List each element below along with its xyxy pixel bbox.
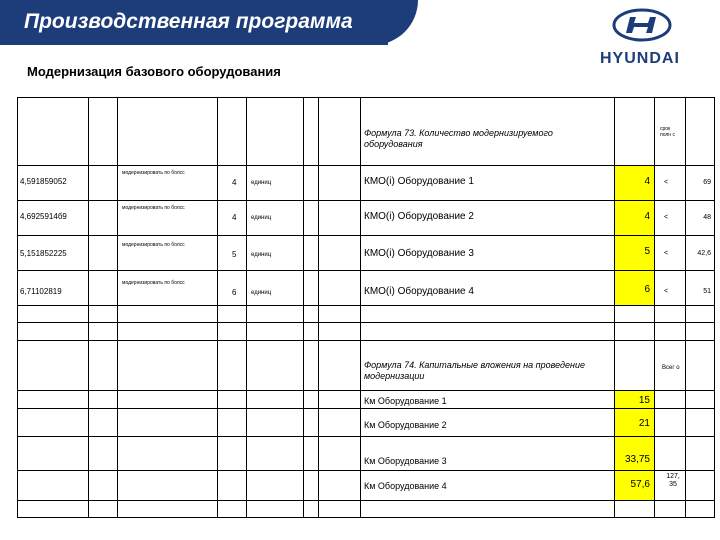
row-2-qty: 4 bbox=[644, 211, 650, 222]
v-line bbox=[303, 97, 304, 517]
row-1-count: 4 bbox=[232, 178, 237, 187]
row-1-label: КМО(i) Оборудование 1 bbox=[364, 176, 474, 187]
capital-4-label: Км Оборудование 4 bbox=[364, 481, 447, 491]
v-line bbox=[217, 97, 218, 517]
h-line bbox=[17, 322, 715, 323]
h-line bbox=[17, 165, 715, 166]
h-line bbox=[17, 500, 715, 501]
page-subtitle: Модернизация базового оборудования bbox=[27, 64, 281, 79]
h-line bbox=[17, 305, 715, 306]
h-line bbox=[17, 270, 715, 271]
capital-1-label: Км Оборудование 1 bbox=[364, 396, 447, 406]
capital-4-value: 57,6 bbox=[630, 479, 650, 490]
h-line bbox=[17, 517, 715, 518]
formula-73-title: Формула 73. Количество модернизируемого оборудования bbox=[364, 128, 553, 149]
capital-1-value: 15 bbox=[638, 395, 650, 406]
row-4-ratio: < bbox=[664, 288, 669, 295]
row-3-desc: модернизировать по болсс bbox=[122, 242, 185, 248]
capital-total: 127, 35 bbox=[666, 473, 680, 488]
row-3-unit: единиц bbox=[251, 252, 272, 258]
row-3-right: 42,6 bbox=[697, 250, 711, 257]
v-line bbox=[88, 97, 89, 517]
row-2-value: 4,6925914б9 bbox=[20, 212, 67, 221]
capital-3-label: Км Оборудование 3 bbox=[364, 456, 447, 466]
capital-2-label: Км Оборудование 2 bbox=[364, 420, 447, 430]
h-line bbox=[17, 235, 715, 236]
v-line bbox=[117, 97, 118, 517]
v-line bbox=[654, 97, 655, 517]
row-4-desc: модернизировать по болсс bbox=[122, 280, 185, 286]
row-3-label: КМО(i) Оборудование 3 bbox=[364, 248, 474, 259]
row-1-qty: 4 bbox=[644, 176, 650, 187]
row-1-ratio: < bbox=[664, 179, 669, 186]
v-line bbox=[714, 97, 715, 517]
row-4-right: 51 bbox=[703, 288, 711, 295]
page-title: Производственная программа bbox=[24, 10, 353, 33]
row-3-qty: 5 bbox=[644, 246, 650, 257]
capital-2-value: 21 bbox=[638, 418, 650, 429]
row-3-ratio: < bbox=[664, 250, 669, 257]
row-4-unit: единиц bbox=[251, 290, 272, 296]
row-2-unit: единиц bbox=[251, 215, 272, 221]
row-1-unit: единиц bbox=[251, 180, 272, 186]
v-line bbox=[685, 97, 686, 517]
capital-3-value: 33,75 bbox=[624, 454, 650, 465]
v-line bbox=[318, 97, 319, 517]
formula-73-col-header: срок полн с bbox=[660, 126, 675, 138]
h-line bbox=[17, 436, 715, 437]
row-2-label: КМО(i) Оборудование 2 bbox=[364, 211, 474, 222]
row-2-count: 4 bbox=[232, 213, 237, 222]
row-4-count: 6 bbox=[232, 288, 237, 297]
row-4-qty: 6 bbox=[644, 284, 650, 295]
row-1-right: 69 bbox=[703, 179, 711, 186]
row-4-value: 6,71102819 bbox=[20, 287, 62, 296]
row-2-desc: модернизировать по болсс bbox=[122, 205, 185, 211]
h-line bbox=[17, 97, 715, 98]
hyundai-wordmark: HYUNDAI bbox=[600, 50, 680, 67]
v-line bbox=[17, 97, 18, 517]
row-3-value: 5,151852225 bbox=[20, 249, 67, 258]
row-3-count: 5 bbox=[232, 250, 237, 259]
h-line bbox=[17, 200, 715, 201]
row-2-ratio: < bbox=[664, 214, 669, 221]
row-1-desc: модернизировать по болсс bbox=[122, 170, 185, 176]
h-line bbox=[17, 340, 715, 341]
v-line bbox=[246, 97, 247, 517]
formula-74-col-header: Всег о bbox=[662, 365, 680, 371]
h-line bbox=[17, 390, 715, 391]
formula-74-title: Формула 74. Капитальные вложения на проведение модернизации bbox=[364, 360, 585, 381]
h-line bbox=[17, 408, 715, 409]
row-2-right: 48 bbox=[703, 214, 711, 221]
row-1-value: 4,591859052 bbox=[20, 177, 67, 186]
row-4-label: КМО(i) Оборудование 4 bbox=[364, 286, 474, 297]
v-line bbox=[360, 97, 361, 517]
h-line bbox=[17, 470, 715, 471]
